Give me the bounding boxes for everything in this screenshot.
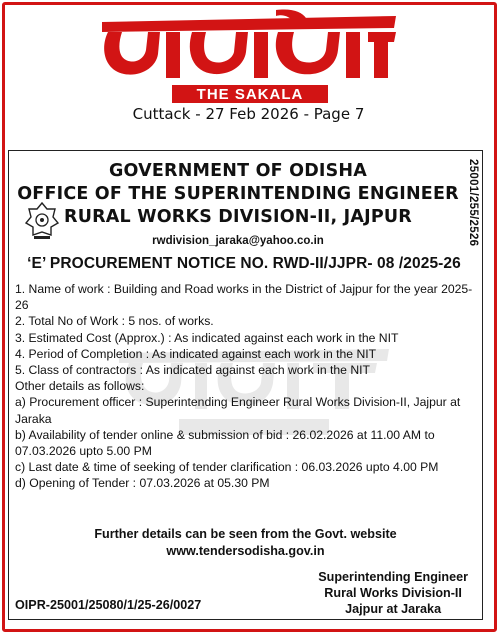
notice-heading-division: RURAL WORKS DIVISION-II, JAJPUR xyxy=(64,207,412,227)
signatory-title: Superintending Engineer xyxy=(318,570,468,584)
tender-website-link[interactable]: www.tendersodisha.gov.in xyxy=(166,544,325,558)
further-details xyxy=(9,526,482,560)
detail-item: d) Opening of Tender : 07.03.2026 at 05.30 PM xyxy=(15,476,270,491)
notice-item: 2. Total No of Work : 5 nos. of works. xyxy=(15,314,214,329)
oipr-number: OIPR-25001/25080/1/25-26/0027 xyxy=(15,598,202,612)
signatory-block xyxy=(318,569,468,617)
notice-body xyxy=(15,281,475,492)
procurement-notice-title: ‘E’ PROCUREMENT NOTICE NO. RWD-II/JJPR- 08 /2025-26 xyxy=(27,255,461,272)
logo-script-graphic xyxy=(102,9,396,78)
logo-banner-text: THE SAKALA xyxy=(196,86,304,103)
notice-heading-government: GOVERNMENT OF ODISHA xyxy=(108,161,368,181)
edition-line: Cuttack - 27 Feb 2026 - Page 7 xyxy=(132,105,365,123)
further-details-text: Further details can be seen from the Govt. website xyxy=(94,527,397,541)
detail-item: c) Last date & time of seeking of tender clarification : 06.03.2026 upto 4.00 PM xyxy=(15,460,439,475)
detail-item: b) Availability of tender online & submission of bid : 26.02.2026 at 11.00 AM to 07.03.2026 upto 5.00 PM xyxy=(15,427,435,459)
masthead-logo xyxy=(96,8,404,103)
notice-item: 5. Class of contractors : As indicated against each work in the NIT xyxy=(15,363,370,378)
notice-item: 3. Estimated Cost (Approx.) : As indicated against each work in the NIT xyxy=(15,330,399,345)
signatory-division: Rural Works Division-II xyxy=(324,586,462,600)
side-reference-code: 25001/255/2526 xyxy=(467,159,479,247)
notice-heading-office: OFFICE OF THE SUPERINTENDING ENGINEER xyxy=(17,184,459,204)
notice-item: 1. Name of work : Building and Road works in the District of Jajpur for the year 2025-26 xyxy=(15,282,473,313)
other-details-heading: Other details as follows: xyxy=(15,379,145,394)
tender-notice xyxy=(8,150,483,620)
contact-email: rwdivision_jaraka@yahoo.co.in xyxy=(152,235,324,247)
detail-item: a) Procurement officer : Superintending Engineer Rural Works Division-II, Jajpur at Jaraka xyxy=(15,395,461,426)
signatory-location: Jajpur at Jaraka xyxy=(345,602,442,616)
notice-item: 4. Period of Completion : As indicated against each work in the NIT xyxy=(15,346,377,361)
